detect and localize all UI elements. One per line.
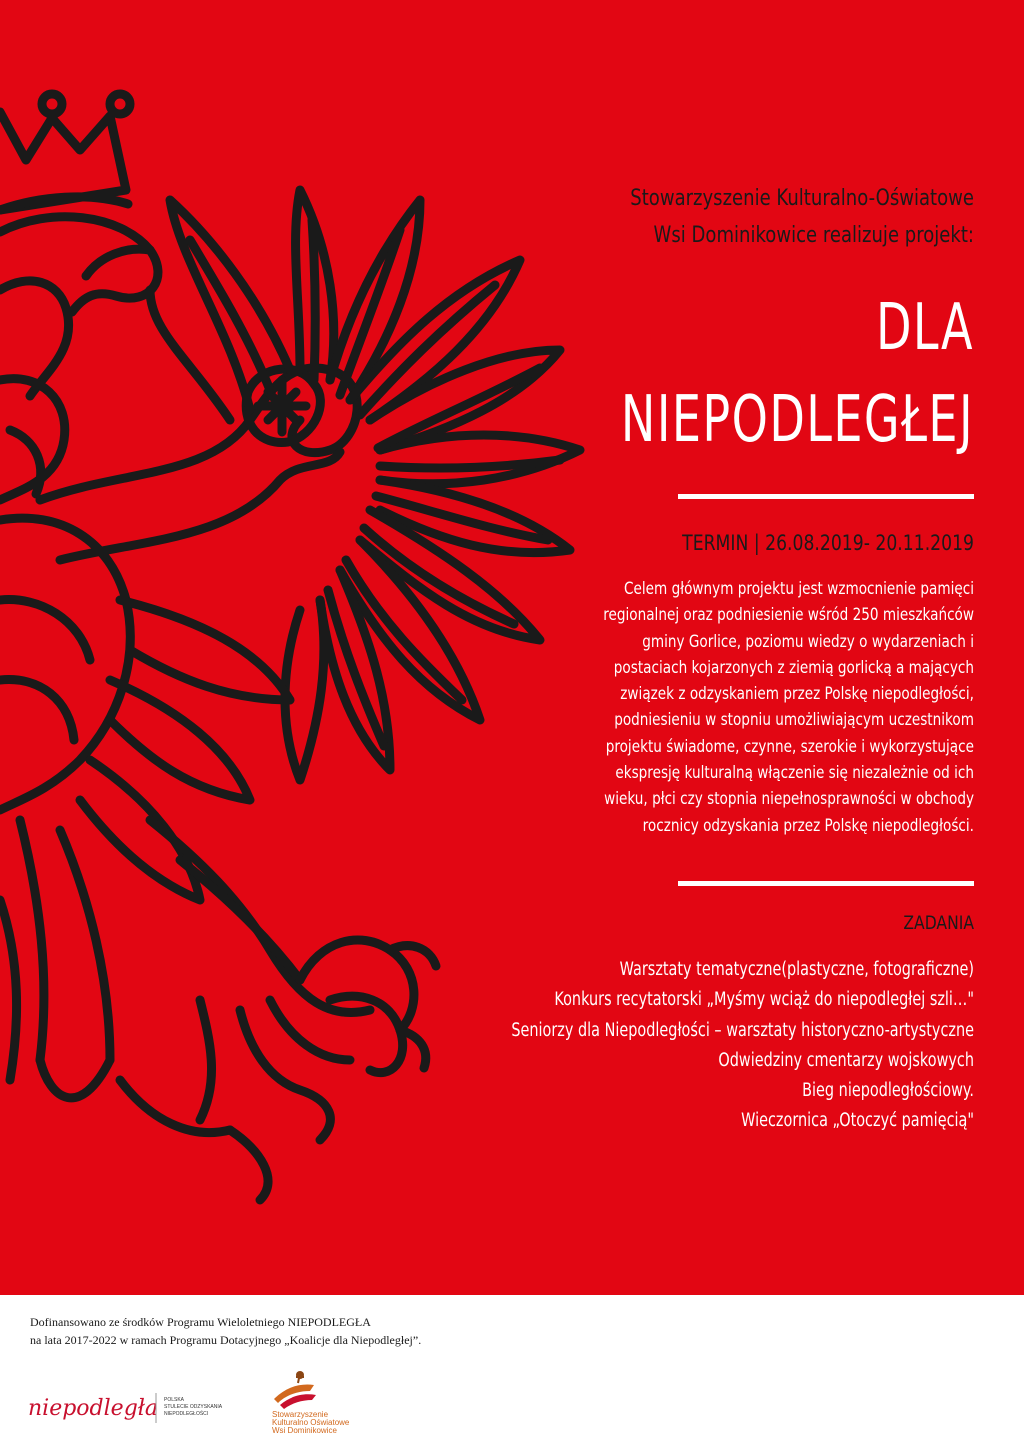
title-line-1: DLA xyxy=(875,291,974,365)
description-line: wieku, płci czy stopnia niepełnosprawności w obchody xyxy=(604,789,974,810)
task-item: Warsztaty tematyczne(plastyczne, fotograficzne) xyxy=(619,959,974,980)
funding-note xyxy=(30,1313,421,1349)
description-line: projektu świadome, czynne, szerokie i wykorzystujące xyxy=(605,736,974,757)
association-logo-line3: Wsi Dominikowice xyxy=(272,1426,337,1435)
footer xyxy=(0,1295,1024,1448)
description-line: regionalnej oraz podniesienie wśród 250 mieszkańców xyxy=(603,605,974,626)
description-line: Celem głównym projektu jest wzmocnienie pamięci xyxy=(624,579,974,599)
funding-line-2: na lata 2017-2022 w ramach Programu Dotacyjnego „Koalicje dla Niepodległej”. xyxy=(30,1333,422,1347)
divider-top xyxy=(678,494,974,499)
association-logo xyxy=(270,1369,400,1435)
task-item: Odwiedziny cmentarzy wojskowych xyxy=(718,1049,974,1071)
field-tree-icon xyxy=(274,1371,316,1409)
niepodlegla-logo-script: niepodległa xyxy=(28,1396,159,1421)
association-logo-line1: Stowarzyszenie xyxy=(272,1410,329,1419)
niepodlegla-logo-sub2: STULECIE ODZYSKANIA xyxy=(164,1404,223,1410)
project-title xyxy=(470,282,974,466)
project-description xyxy=(526,576,974,839)
description-line: podniesieniu w stopniu umożliwiającym uczestnikom xyxy=(614,710,974,731)
association-logo-line2: Kulturalno Oświatowe xyxy=(272,1418,350,1427)
intro-line-1: Stowarzyszenie Kulturalno-Oświatowe xyxy=(630,186,974,211)
intro-text xyxy=(449,180,974,254)
task-item: Wieczornica „Otoczyć pamięcią" xyxy=(741,1110,974,1132)
description-line: związek z odzyskaniem przez Polskę niepodległości, xyxy=(620,684,974,705)
tasks-list xyxy=(444,955,974,1137)
term-dates: TERMIN | 26.08.2019- 20.11.2019 xyxy=(682,531,974,555)
niepodlegla-logo xyxy=(28,1381,238,1431)
description-line: postaciach kojarzonych z ziemią gorlicką a mających xyxy=(613,657,974,678)
intro-line-2: Wsi Dominikowice realizuje projekt: xyxy=(653,223,974,248)
description-line: ekspresję kulturalną włączenie się niezależnie od ich xyxy=(615,763,974,784)
niepodlegla-logo-sub1: POLSKA xyxy=(164,1397,185,1403)
task-item: Konkurs recytatorski „Myśmy wciąż do niepodległej szli…" xyxy=(554,989,974,1011)
divider-bottom xyxy=(678,881,974,886)
description-line: rocznicy odzyskania przez Polskę niepodległości. xyxy=(642,815,974,836)
niepodlegla-logo-sub3: NIEPODLEGŁOŚCI xyxy=(164,1411,209,1417)
funding-line-1: Dofinansowano ze środków Programu Wieloletniego NIEPODLEGŁA xyxy=(30,1315,371,1329)
task-item: Seniorzy dla Niepodległości – warsztaty historyczno-artystyczne xyxy=(511,1019,974,1041)
description-line: gminy Gorlice, poziomu wiedzy o wydarzeniach i xyxy=(642,631,974,652)
title-line-2: NIEPODLEGŁEJ xyxy=(620,383,974,457)
task-item: Bieg niepodległościowy. xyxy=(802,1080,974,1102)
tasks-heading: ZADANIA xyxy=(903,912,974,934)
